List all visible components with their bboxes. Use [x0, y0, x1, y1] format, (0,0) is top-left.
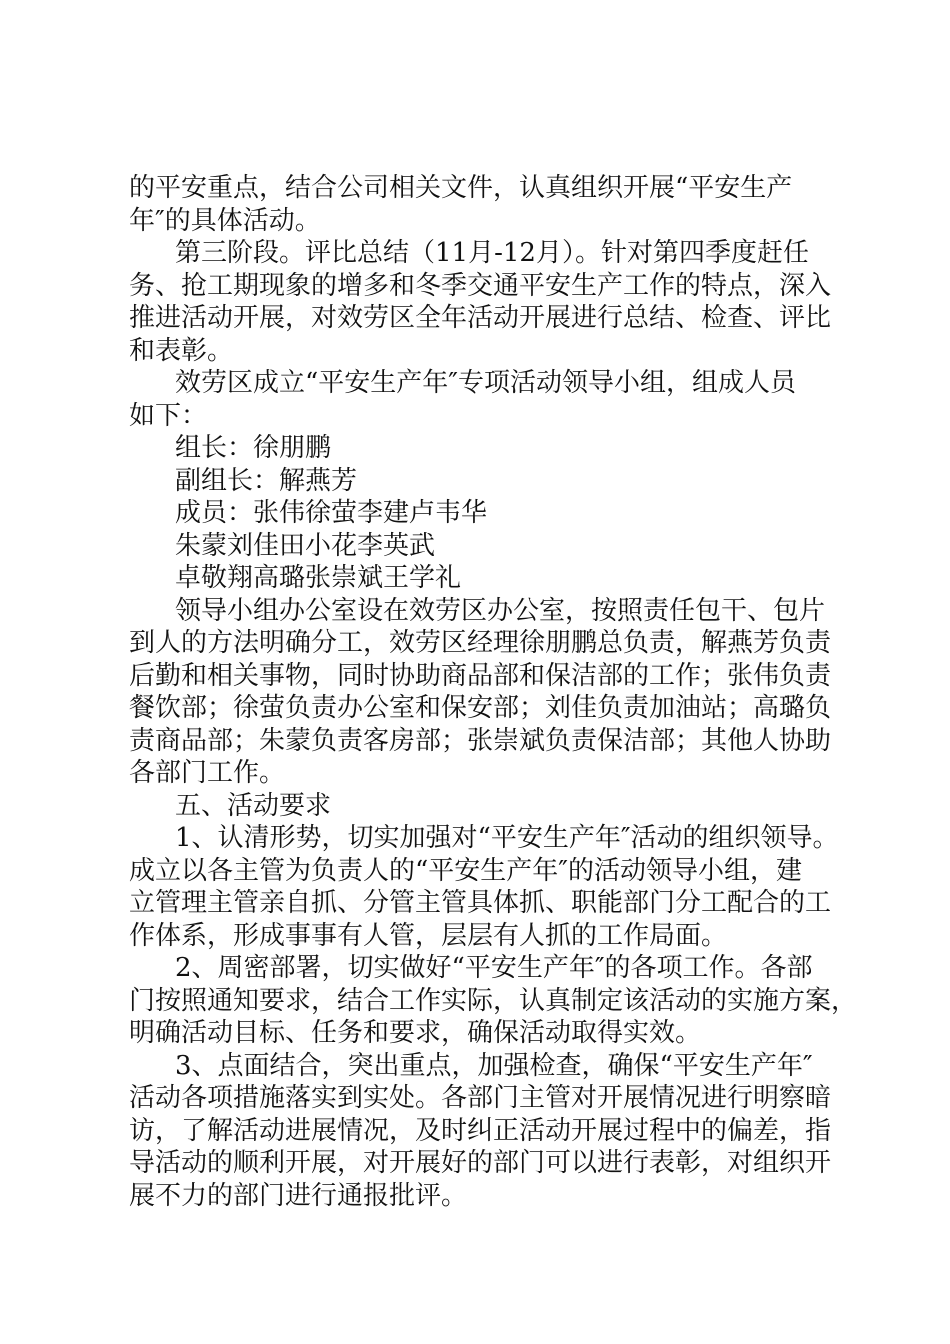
text-line: 责商品部；朱蒙负责客房部；张崇斌负责保洁部；其他人协助: [129, 725, 832, 756]
text-line: 如下：: [129, 400, 208, 431]
text-line: 到人的方法明确分工，效劳区经理徐朋鹏总负责，解燕芳负责: [129, 628, 832, 658]
text-line: 第三阶段。评比总结（11月-12月）。针对第四季度赶任: [175, 238, 809, 268]
text-line: 后勤和相关事物，同时协助商品部和保洁部的工作；张伟负责: [129, 660, 832, 691]
text-line: 活动各项措施落实到实处。各部门主管对开展情况进行明察暗: [129, 1083, 832, 1113]
text-line: 各部门工作。: [129, 758, 286, 788]
deputy-leader-line: 副组长：解燕芳: [175, 465, 358, 496]
text-line: 务、抢工期现象的增多和冬季交通平安生产工作的特点，深入: [129, 270, 832, 301]
text-line: 推进活动开展，对效劳区全年活动开展进行总结、检查、评比: [129, 303, 832, 333]
text-line: 明确活动目标、任务和要求，确保活动取得实效。: [129, 1018, 702, 1048]
document-body: [129, 172, 858, 1212]
text-line: 门按照通知要求，结合工作实际，认真制定该活动的实施方案，: [129, 985, 858, 1016]
text-line: 效劳区成立“平安生产年″专项活动领导小组，组成人员: [175, 368, 797, 398]
text-line: 立管理主管亲自抓、分管主管具体抓、职能部门分工配合的工: [129, 888, 832, 918]
text-line: 餐饮部；徐萤负责办公室和保安部；刘佳负责加油站；高璐负: [129, 693, 832, 723]
section-heading: 五、活动要求: [175, 790, 332, 821]
text-line: 领导小组办公室设在效劳区办公室，按照责任包干、包片: [175, 595, 826, 626]
text-line: 作体系，形成事事有人管，层层有人抓的工作局面。: [129, 920, 728, 951]
text-line: 1、认清形势，切实加强对“平安生产年″活动的组织领导。: [175, 823, 839, 853]
team-leader-line: 组长：徐朋鹏: [175, 433, 332, 463]
text-line: 3、点面结合，突出重点，加强检查，确保“平安生产年″: [175, 1050, 813, 1081]
text-line: 年″的具体活动。: [129, 205, 321, 236]
text-line: 导活动的顺利开展，对开展好的部门可以进行表彰，对组织开: [129, 1148, 832, 1178]
members-line: 成员：张伟徐萤李建卢韦华: [175, 498, 488, 528]
members-line: 卓敬翔高璐张崇斌王学礼: [175, 563, 462, 593]
text-line: 成立以各主管为负责人的“平安生产年″的活动领导小组，建: [129, 855, 803, 886]
text-line: 展不力的部门进行通报批评。: [129, 1180, 468, 1211]
text-line: 的平安重点，结合公司相关文件，认真组织开展“平安生产: [129, 173, 793, 203]
text-line: 访，了解活动进展情况，及时纠正活动开展过程中的偏差，指: [129, 1115, 832, 1146]
text-line: 2、周密部署，切实做好“平安生产年″的各项工作。各部: [175, 953, 813, 983]
text-line: 和表彰。: [129, 335, 234, 366]
members-line: 朱蒙刘佳田小花李英武: [175, 530, 436, 561]
